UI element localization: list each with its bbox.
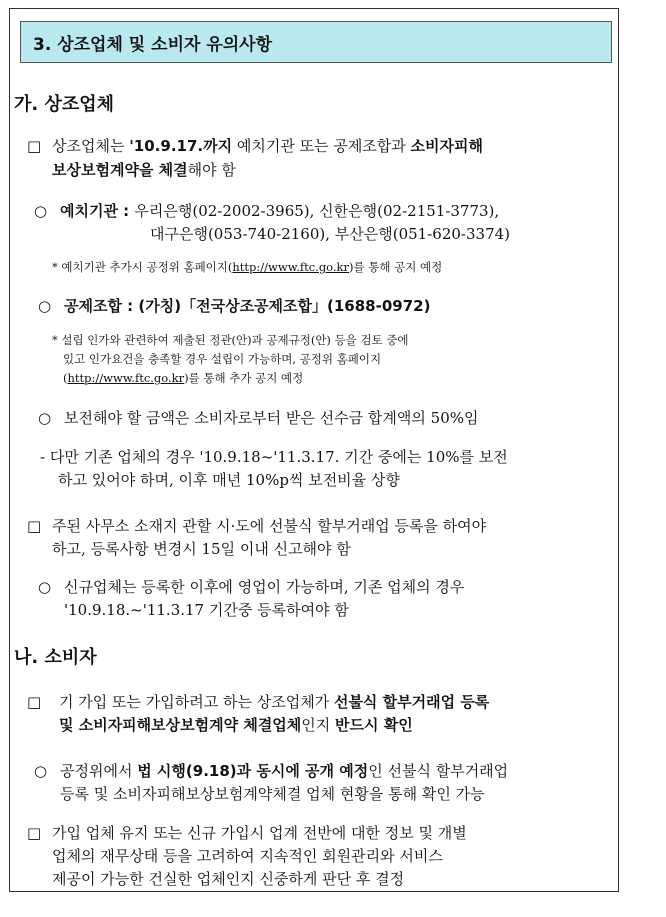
bullet-marker: ○ [34,202,48,220]
ftc-disclosure-line1: 공정위에서 법 시행(9.18)과 동시에 공개 예정인 선불식 할부거래업 [60,762,509,780]
transition-line1: - 다만 기존 업체의 경우 '10.9.18~'11.3.17. 기간 중에는 10%를 보전 [40,448,508,466]
heading-consumer: 나. 소비자 [14,647,97,668]
careful-judgment-line3: 제공이 가능한 건실한 업체인지 신중하게 판단 후 결정 [52,870,405,888]
registration-line1: 주된 사무소 소재지 관할 시·도에 선불식 할부거래업 등록을 하여야 [52,517,487,535]
new-business-line2: '10.9.18.~'11.3.17 기간중 등록하여야 함 [64,601,349,619]
bullet-marker: ○ [38,409,52,427]
bullet-marker: ○ [34,762,48,780]
union-note-line1: * 설립 인가와 관련하여 제출된 정관(안)과 공제규정(안) 등을 검토 중에 [52,333,409,347]
checkbox-marker: □ [27,517,42,535]
section-title: 3. 상조업체 및 소비자 유의사항 [20,21,612,63]
ftc-link[interactable]: http://www.ftc.go.kr [232,260,350,274]
union-note-line3: (http://www.ftc.go.kr)를 통해 추가 공지 예정 [63,371,304,385]
union-line: 공제조합 : (가칭)「전국상조공제조합」(1688-0972) [64,297,431,315]
bullet-marker: ○ [38,297,52,315]
careful-judgment-line1: 가입 업체 유지 또는 신규 가입시 업계 전반에 대한 정보 및 개별 [52,824,467,842]
consumer-check-line1: 기 가입 또는 가입하려고 하는 상조업체가 선불식 할부거래업 등록 [59,693,490,711]
ftc-disclosure-line2: 등록 및 소비자피해보상보험계약체결 업체 현황을 통해 확인 가능 [60,785,485,803]
business-deadline-line1: 상조업체는 '10.9.17.까지 예치기관 또는 공제조합과 소비자피해 [52,137,483,155]
deposit-ratio-line: 보전해야 할 금액은 소비자로부터 받은 선수금 합계액의 50%임 [64,409,479,427]
bank-list-line1: 예치기관 : 우리은행(02-2002-3965), 신한은행(02-2151-3773), [60,202,500,220]
bank-list-line2: 대구은행(053-740-2160), 부산은행(051-620-3374) [150,225,511,243]
checkbox-marker: □ [27,693,42,711]
registration-line2: 하고, 등록사항 변경시 15일 이내 신고해야 함 [52,540,351,558]
checkbox-marker: □ [27,824,42,842]
careful-judgment-line2: 업체의 재무상태 등을 고려하여 지속적인 회원관리와 서비스 [52,847,443,865]
ftc-link[interactable]: http://www.ftc.go.kr [67,371,185,385]
new-business-line1: 신규업체는 등록한 이후에 영업이 가능하며, 기존 업체의 경우 [64,578,465,596]
union-note-line2: 있고 인가요건을 충족할 경우 설립이 가능하며, 공정위 홈페이지 [63,352,382,366]
bank-note: * 예치기관 추가시 공정위 홈페이지(http://www.ftc.go.kr)를 통해 공지 예정 [52,260,443,274]
consumer-check-line2: 및 소비자피해보상보험계약 체결업체인지 반드시 확인 [59,716,413,734]
checkbox-marker: □ [27,137,42,155]
business-deadline-line2: 보상보험계약을 체결해야 함 [52,161,236,179]
transition-line2: 하고 있어야 하며, 이후 매년 10%p씩 보전비율 상향 [58,471,400,489]
bullet-marker: ○ [38,578,52,596]
heading-business: 가. 상조업체 [14,94,115,115]
